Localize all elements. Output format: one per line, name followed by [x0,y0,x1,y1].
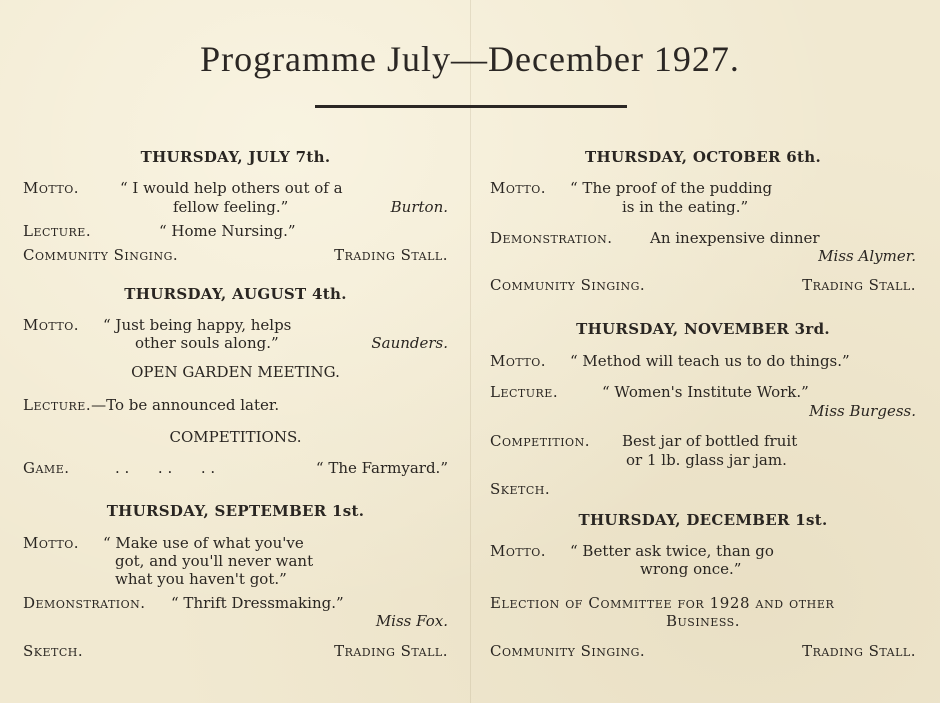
heading-november: THURSDAY, NOVEMBER 3rd. [576,320,830,338]
july-lecture-label: Lecture. [23,222,92,240]
september-motto-line3: what you haven't got.” [115,570,287,588]
november-competition-line2: or 1 lb. glass jar jam. [626,451,787,469]
august-motto [23,316,448,334]
july-motto-line2: fellow feeling.” [173,198,289,216]
november-lecture-text: “ Women's Institute Work.” [602,383,809,401]
october-motto-line1: “ The proof of the pudding [570,179,773,197]
october-demo-author: Miss Alymer. [818,247,916,265]
november-competition-line1: Best jar of bottled fruit [622,432,798,450]
november-lecture [490,383,916,401]
november-competition-label: Competition. [490,432,590,450]
september-motto [23,534,448,552]
august-game-label: Game. [23,459,70,477]
december-motto [490,542,916,560]
october-motto-line2: is in the eating.” [622,198,749,216]
heading-december: THURSDAY, DECEMBER 1st. [578,511,828,529]
october-motto [490,179,916,197]
december-election-line2: Business. [666,612,740,630]
september-motto-line2: got, and you'll never want [115,552,314,570]
october-demo-label: Demonstration. [490,229,613,247]
september-footer [23,642,448,660]
december-election-cont [490,612,916,630]
october-footer [490,276,916,294]
september-demo-label: Demonstration. [23,594,146,612]
november-lecture-label: Lecture. [490,383,559,401]
october-motto-label: Motto. [490,179,547,197]
september-motto-line1: “ Make use of what you've [103,534,304,552]
august-game-text: “ The Farmyard.” [315,459,448,477]
heading-july: THURSDAY, JULY 7th. [140,148,331,166]
november-motto-label: Motto. [490,352,547,370]
july-singing: Community Singing. [23,246,179,264]
september-demo [23,594,448,612]
july-motto-line1: “ I would help others out of a [120,179,343,197]
november-motto [490,352,916,370]
page-title: Programme July—December 1927. [200,39,740,79]
heading-august: THURSDAY, AUGUST 4th. [124,285,347,303]
august-game [23,459,448,477]
september-sketch: Sketch. [23,642,84,660]
july-motto [23,179,448,197]
october-demo [490,229,916,247]
heading-october: THURSDAY, OCTOBER 6th. [585,148,821,166]
august-garden: OPEN GARDEN MEETING. [131,363,340,381]
october-singing: Community Singing. [490,276,646,294]
august-competitions: COMPETITIONS. [169,428,302,446]
december-motto-line2: wrong once.” [640,560,742,578]
heading-september: THURSDAY, SEPTEMBER 1st. [106,502,365,520]
september-demo-author: Miss Fox. [375,612,448,630]
july-stall: Trading Stall. [334,246,448,264]
august-motto-line1: “ Just being happy, helps [103,316,292,334]
august-motto-label: Motto. [23,316,80,334]
september-demo-text: “ Thrift Dressmaking.” [171,594,344,612]
december-footer [490,642,916,660]
november-competition [490,432,916,450]
november-sketch: Sketch. [490,480,551,498]
august-lecture [23,396,448,414]
december-motto-label: Motto. [490,542,547,560]
december-election-line1: Election of Committee for 1928 and other [490,594,835,612]
november-motto-line1: “ Method will teach us to do things.” [570,352,850,370]
october-demo-text: An inexpensive dinner [650,229,820,247]
july-motto-author: Burton. [390,198,448,216]
august-motto-author: Saunders. [371,334,448,352]
december-motto-line1: “ Better ask twice, than go [570,542,774,560]
july-lecture [23,222,448,240]
december-singing: Community Singing. [490,642,646,660]
december-stall: Trading Stall. [802,642,916,660]
august-lecture-text: —To be announced later. [91,396,280,414]
august-motto-line2: other souls along.” [135,334,279,352]
november-lecture-author: Miss Burgess. [809,402,916,420]
november-sketch-row [490,480,916,498]
august-game-dots: . . . . . . [115,459,216,477]
july-motto-label: Motto. [23,179,80,197]
december-election [490,594,916,612]
august-lecture-label: Lecture. [23,396,92,414]
july-footer [23,246,448,264]
september-stall: Trading Stall. [334,642,448,660]
october-stall: Trading Stall. [802,276,916,294]
september-motto-label: Motto. [23,534,80,552]
title-rule [315,105,627,108]
july-lecture-text: “ Home Nursing.” [159,222,296,240]
